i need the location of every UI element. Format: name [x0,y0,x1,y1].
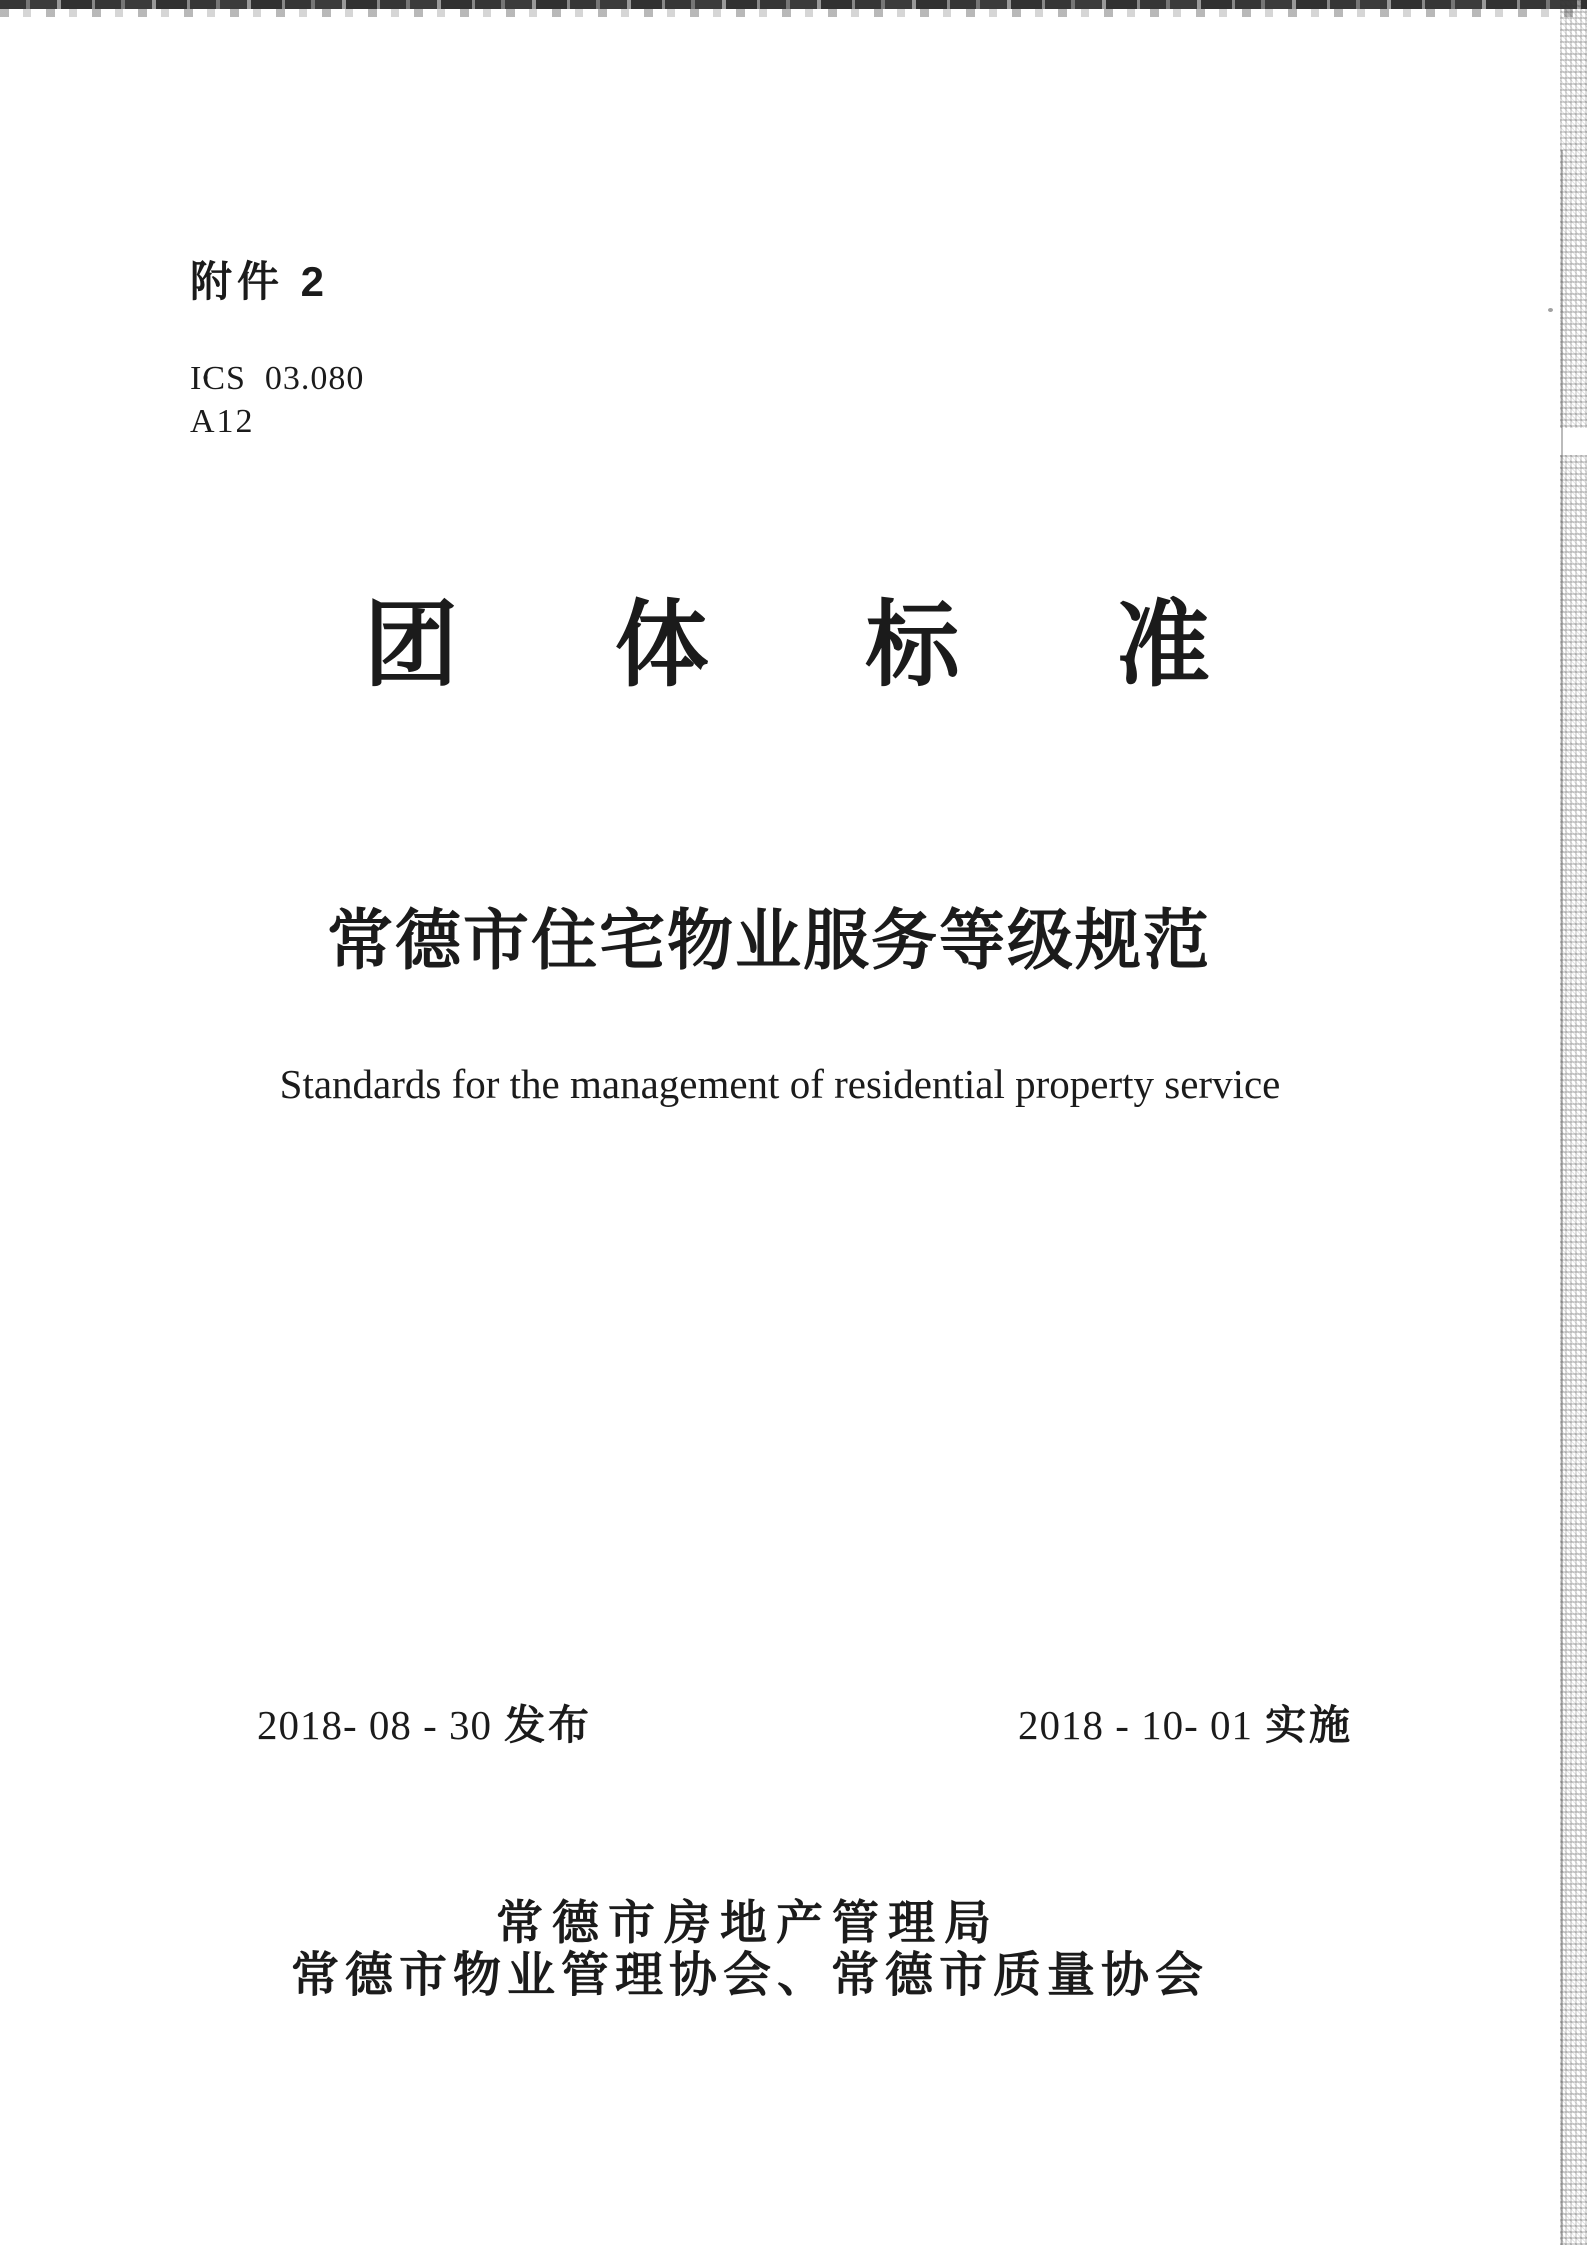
issuer-primary: 常德市房地产管理局 [496,1896,1000,1949]
title-char: 团 [364,592,459,697]
implement-date [1018,1692,1353,1751]
scan-edge-top [0,0,1587,9]
scan-edge-gap [1559,428,1587,455]
scan-edge-top-fray [0,9,1587,17]
issuer-secondary: 常德市物业管理协会、常德市质量协会 [290,1949,1209,2002]
title-char: 准 [1115,592,1210,697]
title-char: 体 [614,592,709,697]
standard-name-english: Standards for the management of residential property service [279,1061,1281,1107]
classification-code: A12 [190,403,255,440]
publish-date-label: 发布 [504,1702,593,1748]
implement-date-value: 2018 - 10- 01 [1018,1702,1254,1748]
standard-name-chinese: 常德市住宅物业服务等级规范 [327,903,1211,977]
publish-date [257,1692,592,1751]
scan-edge-streak [1561,150,1563,2245]
scan-edge-right [1560,0,1587,2245]
title-char: 标 [865,592,960,697]
attachment-label: 附件 2 [190,258,330,305]
ics-code: ICS 03.080 [190,360,365,397]
document-title [364,592,1210,697]
implement-date-label: 实施 [1265,1702,1354,1748]
scan-speck [1548,308,1553,312]
publish-date-value: 2018- 08 - 30 [257,1702,493,1748]
